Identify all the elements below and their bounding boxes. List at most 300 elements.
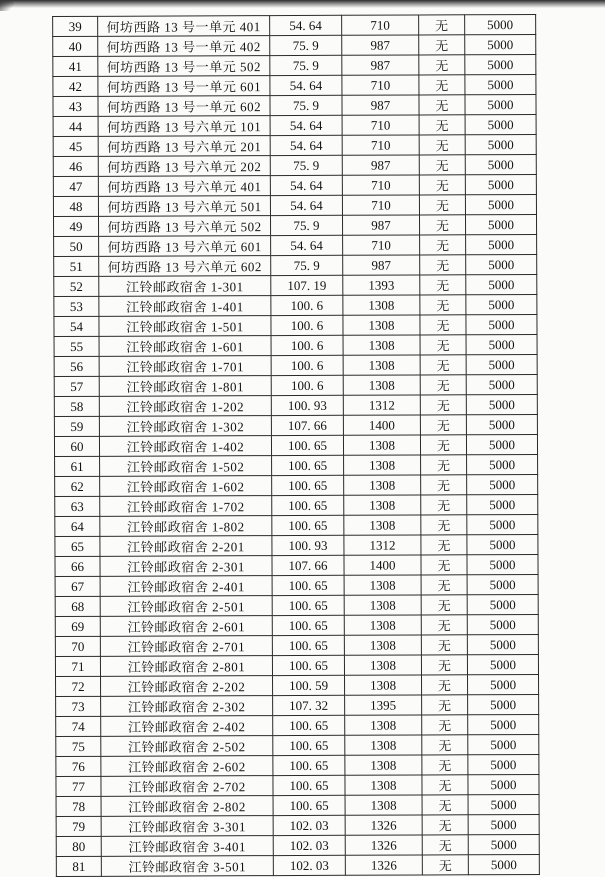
remark-cell: 无 [419, 115, 465, 135]
price-cell: 987 [342, 35, 419, 55]
row-number-cell: 66 [55, 556, 100, 576]
table-row [54, 254, 537, 276]
area-cell: 100. 6 [271, 295, 343, 315]
price-cell: 1308 [344, 615, 421, 635]
price-cell: 710 [342, 195, 419, 215]
amount-cell: 5000 [465, 94, 536, 114]
address-cell: 江铃邮政宿舍 3-401 [101, 836, 273, 857]
row-number-cell: 80 [56, 836, 101, 856]
table-row [54, 294, 537, 316]
amount-cell: 5000 [468, 814, 539, 834]
table-row [55, 494, 538, 516]
row-number-cell: 72 [56, 676, 101, 696]
row-number-cell: 78 [56, 796, 101, 816]
table-row [55, 574, 538, 596]
price-cell: 710 [343, 235, 420, 255]
table-row [54, 234, 537, 256]
scan-corner-shadow [0, 0, 14, 11]
row-number-cell: 63 [55, 496, 100, 516]
row-number-cell: 61 [55, 456, 100, 476]
area-cell: 100. 65 [272, 635, 344, 655]
area-cell: 100. 65 [273, 795, 345, 815]
address-cell: 江铃邮政宿舍 3-301 [101, 816, 273, 837]
remark-cell: 无 [419, 75, 465, 95]
remark-cell: 无 [420, 275, 466, 295]
scan-edge-shadow [0, 0, 605, 8]
address-cell: 江铃邮政宿舍 1-301 [99, 276, 271, 297]
remark-cell: 无 [420, 315, 466, 335]
amount-cell: 5000 [465, 54, 536, 74]
remark-cell: 无 [421, 655, 467, 675]
remark-cell: 无 [421, 555, 467, 575]
price-cell: 1312 [343, 395, 420, 415]
area-cell: 75. 9 [270, 55, 342, 75]
area-cell: 75. 9 [270, 35, 342, 55]
row-number-cell: 81 [56, 856, 101, 876]
table-row [55, 614, 538, 636]
price-cell: 1312 [344, 535, 421, 555]
row-number-cell: 40 [53, 36, 98, 56]
table-row [54, 394, 537, 416]
address-cell: 江铃邮政宿舍 1-701 [99, 356, 271, 377]
address-cell: 何坊西路 13 号一单元 502 [98, 56, 270, 77]
address-cell: 江铃邮政宿舍 1-302 [99, 416, 271, 437]
remark-cell: 无 [419, 215, 465, 235]
table-row [56, 734, 539, 756]
row-number-cell: 74 [56, 716, 101, 736]
amount-cell: 5000 [466, 314, 537, 334]
row-number-cell: 43 [53, 96, 98, 116]
row-number-cell: 59 [54, 416, 99, 436]
area-cell: 54. 64 [270, 75, 342, 95]
amount-cell: 5000 [467, 494, 538, 514]
row-number-cell: 42 [53, 76, 98, 96]
remark-cell: 无 [419, 135, 465, 155]
table-row [54, 414, 537, 436]
price-cell: 1308 [344, 595, 421, 615]
row-number-cell: 53 [54, 296, 99, 316]
price-cell: 1308 [344, 575, 421, 595]
remark-cell: 无 [420, 335, 466, 355]
amount-cell: 5000 [465, 194, 536, 214]
amount-cell: 5000 [467, 574, 538, 594]
price-cell: 1326 [345, 815, 422, 835]
amount-cell: 5000 [465, 134, 536, 154]
area-cell: 100. 93 [272, 535, 344, 555]
remark-cell: 无 [421, 515, 467, 535]
remark-cell: 无 [422, 835, 468, 855]
table-body [53, 14, 540, 876]
area-cell: 100. 6 [271, 335, 343, 355]
table-row [56, 854, 539, 876]
price-cell: 987 [342, 155, 419, 175]
amount-cell: 5000 [468, 674, 539, 694]
address-cell: 江铃邮政宿舍 1-202 [99, 396, 271, 417]
address-cell: 江铃邮政宿舍 1-601 [99, 336, 271, 357]
table-row [56, 834, 539, 856]
amount-cell: 5000 [465, 74, 536, 94]
table-row [55, 454, 538, 476]
address-cell: 何坊西路 13 号一单元 402 [98, 36, 270, 57]
area-cell: 100. 65 [272, 455, 344, 475]
amount-cell: 5000 [468, 714, 539, 734]
table-row [55, 594, 538, 616]
amount-cell: 5000 [468, 774, 539, 794]
area-cell: 75. 9 [271, 255, 343, 275]
price-cell: 1308 [343, 355, 420, 375]
remark-cell: 无 [419, 35, 465, 55]
row-number-cell: 76 [56, 756, 101, 776]
remark-cell: 无 [422, 775, 468, 795]
remark-cell: 无 [419, 155, 465, 175]
price-cell: 1400 [343, 415, 420, 435]
table-row [54, 354, 537, 376]
remark-cell: 无 [420, 355, 466, 375]
remark-cell: 无 [419, 175, 465, 195]
area-cell: 54. 64 [271, 235, 343, 255]
table-row [56, 794, 539, 816]
table-row [53, 94, 536, 116]
row-number-cell: 56 [54, 356, 99, 376]
amount-cell: 5000 [467, 614, 538, 634]
area-cell: 100. 65 [272, 475, 344, 495]
table-row [56, 714, 539, 736]
amount-cell: 5000 [467, 514, 538, 534]
price-cell: 987 [343, 255, 420, 275]
amount-cell: 5000 [467, 534, 538, 554]
area-cell: 54. 64 [270, 135, 342, 155]
area-cell: 54. 64 [270, 175, 342, 195]
remark-cell: 无 [421, 615, 467, 635]
amount-cell: 5000 [465, 174, 536, 194]
remark-cell: 无 [421, 535, 467, 555]
table-row [54, 314, 537, 336]
table-row [56, 754, 539, 776]
amount-cell: 5000 [466, 254, 537, 274]
address-cell: 江铃邮政宿舍 1-402 [99, 436, 271, 457]
table-row [53, 114, 536, 136]
table-row [55, 654, 538, 676]
table-row [56, 694, 539, 716]
table-row [54, 274, 537, 296]
area-cell: 100. 65 [272, 515, 344, 535]
area-cell: 75. 9 [270, 215, 342, 235]
amount-cell: 5000 [466, 434, 537, 454]
amount-cell: 5000 [467, 654, 538, 674]
address-cell: 何坊西路 13 号六单元 601 [99, 236, 271, 257]
remark-cell: 无 [422, 695, 468, 715]
address-cell: 何坊西路 13 号六单元 201 [98, 136, 270, 157]
table-row [54, 434, 537, 456]
price-cell: 1308 [345, 715, 422, 735]
area-cell: 100. 65 [273, 775, 345, 795]
address-cell: 江铃邮政宿舍 2-701 [100, 636, 272, 657]
remark-cell: 无 [420, 395, 466, 415]
price-cell: 710 [342, 135, 419, 155]
amount-cell: 5000 [466, 394, 537, 414]
amount-cell: 5000 [467, 554, 538, 574]
amount-cell: 5000 [466, 274, 537, 294]
remark-cell: 无 [422, 795, 468, 815]
area-cell: 107. 66 [272, 555, 344, 575]
table-row [56, 674, 539, 696]
row-number-cell: 51 [54, 256, 99, 276]
price-cell: 1308 [345, 775, 422, 795]
address-cell: 何坊西路 13 号六单元 401 [98, 176, 270, 197]
table-row [53, 54, 536, 76]
area-cell: 100. 93 [271, 395, 343, 415]
price-cell: 1393 [343, 275, 420, 295]
price-cell: 710 [342, 75, 419, 95]
row-number-cell: 77 [56, 776, 101, 796]
address-cell: 江铃邮政宿舍 2-502 [101, 736, 273, 757]
row-number-cell: 71 [55, 656, 100, 676]
amount-cell: 5000 [468, 734, 539, 754]
row-number-cell: 45 [53, 136, 98, 156]
area-cell: 102. 03 [273, 835, 345, 855]
address-cell: 江铃邮政宿舍 1-401 [99, 296, 271, 317]
address-cell: 江铃邮政宿舍 2-702 [101, 776, 273, 797]
area-cell: 100. 65 [271, 435, 343, 455]
amount-cell: 5000 [468, 794, 539, 814]
address-cell: 江铃邮政宿舍 2-302 [101, 696, 273, 717]
address-cell: 江铃邮政宿舍 3-501 [101, 856, 273, 877]
area-cell: 54. 64 [270, 15, 342, 35]
amount-cell: 5000 [466, 234, 537, 254]
area-cell: 100. 65 [272, 655, 344, 675]
address-cell: 何坊西路 13 号六单元 202 [98, 156, 270, 177]
table-row [53, 74, 536, 96]
table-row [55, 474, 538, 496]
table-row [55, 514, 538, 536]
row-number-cell: 41 [53, 56, 98, 76]
address-cell: 何坊西路 13 号一单元 401 [98, 16, 270, 37]
address-cell: 何坊西路 13 号六单元 502 [98, 216, 270, 237]
address-cell: 何坊西路 13 号六单元 501 [98, 196, 270, 217]
remark-cell: 无 [421, 575, 467, 595]
amount-cell: 5000 [467, 474, 538, 494]
table-row [53, 194, 536, 216]
price-cell: 1308 [344, 635, 421, 655]
table-row [56, 774, 539, 796]
remark-cell: 无 [420, 415, 466, 435]
remark-cell: 无 [420, 375, 466, 395]
row-number-cell: 49 [53, 216, 98, 236]
area-cell: 100. 6 [271, 355, 343, 375]
amount-cell: 5000 [465, 214, 536, 234]
address-cell: 何坊西路 13 号六单元 101 [98, 116, 270, 137]
address-cell: 江铃邮政宿舍 2-501 [100, 596, 272, 617]
price-cell: 1308 [344, 515, 421, 535]
table-row [53, 154, 536, 176]
amount-cell: 5000 [468, 834, 539, 854]
price-cell: 1308 [345, 735, 422, 755]
area-cell: 100. 65 [272, 495, 344, 515]
price-cell: 1308 [343, 375, 420, 395]
price-cell: 1308 [344, 495, 421, 515]
area-cell: 100. 65 [273, 735, 345, 755]
amount-cell: 5000 [468, 754, 539, 774]
address-cell: 何坊西路 13 号一单元 601 [98, 76, 270, 97]
address-cell: 江铃邮政宿舍 1-802 [100, 516, 272, 537]
row-number-cell: 58 [54, 396, 99, 416]
remark-cell: 无 [419, 195, 465, 215]
amount-cell: 5000 [468, 694, 539, 714]
price-cell: 1308 [344, 455, 421, 475]
row-number-cell: 75 [56, 736, 101, 756]
area-cell: 107. 66 [271, 415, 343, 435]
price-cell: 1308 [345, 795, 422, 815]
remark-cell: 无 [419, 15, 465, 35]
remark-cell: 无 [422, 755, 468, 775]
remark-cell: 无 [422, 815, 468, 835]
table-row [56, 814, 539, 836]
price-cell: 1308 [343, 435, 420, 455]
remark-cell: 无 [419, 55, 465, 75]
price-cell: 710 [342, 175, 419, 195]
area-cell: 100. 65 [272, 615, 344, 635]
remark-cell: 无 [422, 855, 468, 875]
address-cell: 何坊西路 13 号一单元 602 [98, 96, 270, 117]
row-number-cell: 69 [55, 616, 100, 636]
amount-cell: 5000 [467, 634, 538, 654]
remark-cell: 无 [421, 495, 467, 515]
address-cell: 江铃邮政宿舍 2-801 [100, 656, 272, 677]
price-cell: 987 [342, 215, 419, 235]
row-number-cell: 46 [53, 156, 98, 176]
amount-cell: 5000 [466, 354, 537, 374]
table-row [53, 134, 536, 156]
address-cell: 江铃邮政宿舍 1-502 [100, 456, 272, 477]
table-row [53, 174, 536, 196]
area-cell: 100. 59 [273, 675, 345, 695]
price-cell: 1308 [343, 315, 420, 335]
remark-cell: 无 [420, 255, 466, 275]
price-cell: 987 [342, 55, 419, 75]
address-cell: 江铃邮政宿舍 1-702 [100, 496, 272, 517]
amount-cell: 5000 [468, 854, 539, 874]
amount-cell: 5000 [465, 114, 536, 134]
price-cell: 1308 [343, 335, 420, 355]
price-cell: 1326 [345, 855, 422, 875]
area-cell: 100. 65 [272, 595, 344, 615]
table-row [53, 214, 536, 236]
area-cell: 75. 9 [270, 95, 342, 115]
row-number-cell: 73 [56, 696, 101, 716]
price-cell: 987 [342, 95, 419, 115]
row-number-cell: 54 [54, 316, 99, 336]
address-cell: 江铃邮政宿舍 2-402 [101, 716, 273, 737]
remark-cell: 无 [422, 715, 468, 735]
row-number-cell: 57 [54, 376, 99, 396]
price-cell: 1308 [344, 475, 421, 495]
row-number-cell: 64 [55, 516, 100, 536]
price-cell: 1308 [343, 295, 420, 315]
row-number-cell: 68 [55, 596, 100, 616]
amount-cell: 5000 [466, 414, 537, 434]
row-number-cell: 39 [53, 16, 98, 36]
address-cell: 江铃邮政宿舍 2-601 [100, 616, 272, 637]
row-number-cell: 47 [53, 176, 98, 196]
area-cell: 102. 03 [273, 815, 345, 835]
row-number-cell: 60 [54, 436, 99, 456]
price-cell: 1308 [344, 655, 421, 675]
remark-cell: 无 [421, 595, 467, 615]
amount-cell: 5000 [466, 294, 537, 314]
amount-cell: 5000 [466, 334, 537, 354]
price-cell: 1400 [344, 555, 421, 575]
housing-price-table [52, 14, 540, 877]
amount-cell: 5000 [466, 374, 537, 394]
price-cell: 1308 [345, 755, 422, 775]
table-row [55, 534, 538, 556]
price-cell: 1395 [345, 695, 422, 715]
row-number-cell: 48 [53, 196, 98, 216]
address-cell: 江铃邮政宿舍 2-301 [100, 556, 272, 577]
table-row [55, 634, 538, 656]
row-number-cell: 44 [53, 116, 98, 136]
remark-cell: 无 [422, 735, 468, 755]
area-cell: 100. 6 [271, 315, 343, 335]
address-cell: 江铃邮政宿舍 1-801 [99, 376, 271, 397]
area-cell: 54. 64 [270, 195, 342, 215]
table-row [53, 34, 536, 56]
remark-cell: 无 [420, 295, 466, 315]
area-cell: 107. 19 [271, 275, 343, 295]
area-cell: 54. 64 [270, 115, 342, 135]
remark-cell: 无 [421, 635, 467, 655]
amount-cell: 5000 [467, 454, 538, 474]
table-row [54, 374, 537, 396]
remark-cell: 无 [422, 675, 468, 695]
address-cell: 江铃邮政宿舍 1-602 [100, 476, 272, 497]
area-cell: 102. 03 [273, 855, 345, 875]
area-cell: 100. 65 [273, 715, 345, 735]
amount-cell: 5000 [467, 594, 538, 614]
area-cell: 107. 32 [273, 695, 345, 715]
area-cell: 100. 65 [273, 755, 345, 775]
area-cell: 75. 9 [270, 155, 342, 175]
amount-cell: 5000 [465, 14, 536, 34]
row-number-cell: 67 [55, 576, 100, 596]
amount-cell: 5000 [465, 34, 536, 54]
row-number-cell: 70 [55, 636, 100, 656]
address-cell: 江铃邮政宿舍 1-501 [99, 316, 271, 337]
row-number-cell: 62 [55, 476, 100, 496]
remark-cell: 无 [419, 95, 465, 115]
row-number-cell: 79 [56, 816, 101, 836]
price-cell: 1308 [345, 675, 422, 695]
row-number-cell: 65 [55, 536, 100, 556]
row-number-cell: 52 [54, 276, 99, 296]
table-row [55, 554, 538, 576]
remark-cell: 无 [420, 235, 466, 255]
address-cell: 何坊西路 13 号六单元 602 [99, 256, 271, 277]
price-cell: 710 [342, 15, 419, 35]
address-cell: 江铃邮政宿舍 2-201 [100, 536, 272, 557]
remark-cell: 无 [420, 435, 466, 455]
table-row [53, 14, 536, 36]
row-number-cell: 55 [54, 336, 99, 356]
row-number-cell: 50 [54, 236, 99, 256]
address-cell: 江铃邮政宿舍 2-802 [101, 796, 273, 817]
address-cell: 江铃邮政宿舍 2-602 [101, 756, 273, 777]
area-cell: 100. 65 [272, 575, 344, 595]
price-cell: 710 [342, 115, 419, 135]
table-row [54, 334, 537, 356]
amount-cell: 5000 [465, 154, 536, 174]
area-cell: 100. 6 [271, 375, 343, 395]
